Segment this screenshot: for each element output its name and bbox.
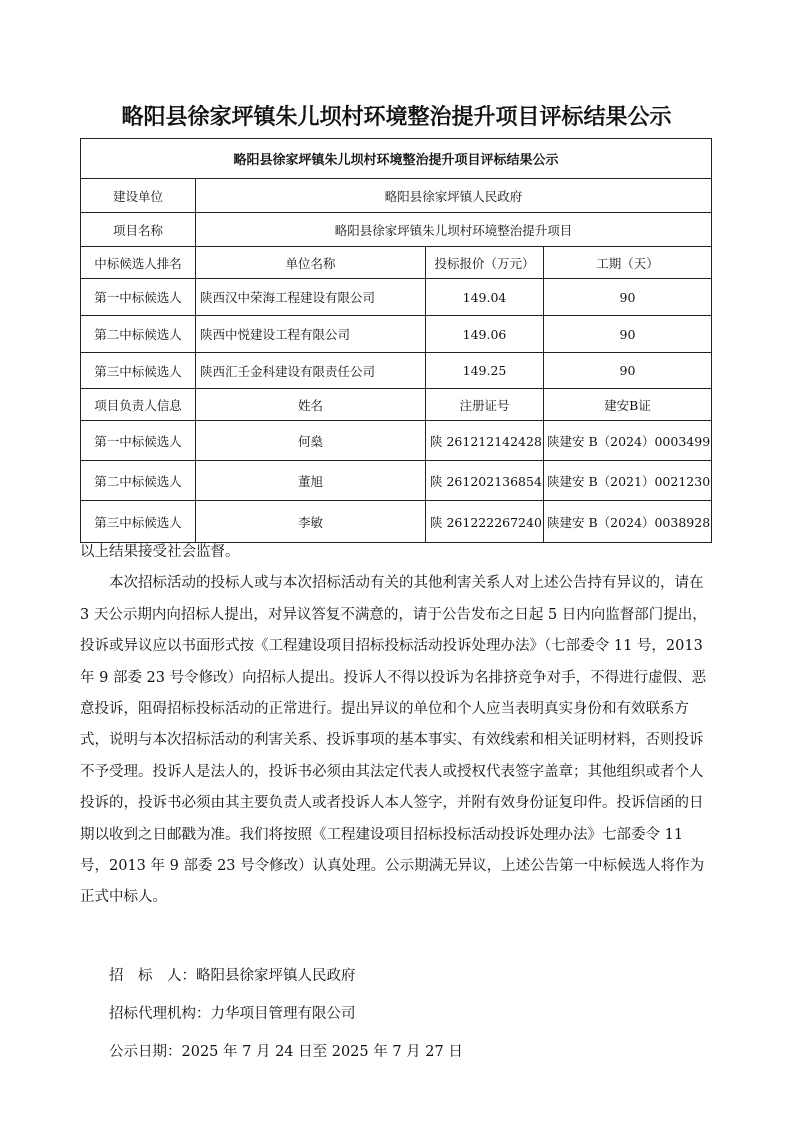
table-caption-row <box>81 139 712 179</box>
manager-reg: 陕 261222267240 <box>426 501 544 543</box>
manager-cert: 陕建安 B（2024）0003499 <box>544 421 712 461</box>
manager-rank: 第一中标候选人 <box>81 421 196 461</box>
table-row <box>81 279 712 316</box>
owner-label: 建设单位 <box>81 179 196 213</box>
header-period: 工期（天） <box>544 247 712 279</box>
bid-period: 90 <box>544 279 712 316</box>
bid-price: 149.04 <box>426 279 544 316</box>
manager-name: 董旭 <box>196 461 426 501</box>
bid-rank: 第三中标候选人 <box>81 353 196 389</box>
header-price: 投标报价（万元） <box>426 247 544 279</box>
header-rank: 中标候选人排名 <box>81 247 196 279</box>
supervision-text: 以上结果接受社会监督。 <box>80 544 240 560</box>
table-row <box>81 461 712 501</box>
bid-rank: 第一中标候选人 <box>81 279 196 316</box>
agency-line: 招标代理机构：力华项目管理有限公司 <box>109 1006 356 1022</box>
header-manager: 项目负责人信息 <box>81 389 196 421</box>
header-name: 姓名 <box>196 389 426 421</box>
bid-rank: 第二中标候选人 <box>81 316 196 353</box>
table-row <box>81 316 712 353</box>
manager-rank: 第三中标候选人 <box>81 501 196 543</box>
bid-price: 149.06 <box>426 316 544 353</box>
manager-reg: 陕 261202136854 <box>426 461 544 501</box>
bid-period: 90 <box>544 353 712 389</box>
manager-header-row <box>81 389 712 421</box>
manager-cert: 陕建安 B（2024）0038928 <box>544 501 712 543</box>
bid-company: 陕西汉中荣海工程建设有限公司 <box>196 279 426 316</box>
bid-period: 90 <box>544 316 712 353</box>
owner-value: 略阳县徐家坪镇人民政府 <box>196 179 712 213</box>
header-reg: 注册证号 <box>426 389 544 421</box>
table-row <box>81 421 712 461</box>
project-row <box>81 213 712 247</box>
owner-row <box>81 179 712 213</box>
header-cert: 建安B证 <box>544 389 712 421</box>
manager-reg: 陕 261212142428 <box>426 421 544 461</box>
tenderer-line: 招 标 人：略阳县徐家坪镇人民政府 <box>109 968 356 984</box>
table-row <box>81 353 712 389</box>
notice-body <box>80 537 711 914</box>
bid-company: 陕西汇壬金科建设有限责任公司 <box>196 353 426 389</box>
bid-company: 陕西中悦建设工程有限公司 <box>196 316 426 353</box>
manager-cert: 陕建安 B（2021）0021230 <box>544 461 712 501</box>
project-label: 项目名称 <box>81 213 196 247</box>
manager-name: 何燊 <box>196 421 426 461</box>
manager-rank: 第二中标候选人 <box>81 461 196 501</box>
project-value: 略阳县徐家坪镇朱儿坝村环境整治提升项目 <box>196 213 712 247</box>
publish-date-line: 公示日期：2025 年 7 月 24 日至 2025 年 7 月 27 日 <box>109 1044 463 1060</box>
bid-price: 149.25 <box>426 353 544 389</box>
manager-name: 李敏 <box>196 501 426 543</box>
table-caption: 略阳县徐家坪镇朱儿坝村环境整治提升项目评标结果公示 <box>81 139 712 179</box>
document-title: 略阳县徐家坪镇朱儿坝村环境整治提升项目评标结果公示 <box>121 104 672 130</box>
bid-header-row <box>81 247 712 279</box>
bid-result-table <box>80 138 712 543</box>
objection-paragraph: 本次招标活动的投标人或与本次招标活动有关的其他利害关系人对上述公告持有异议的，请在 3 天公示期内向招标人提出，对异议答复不满意的，请于公告发布之日起 5 日内向监督部门提出，投诉或异议应以书面形式按《工程建设项目招标投标活动投诉处理办法》（七部委令 11 号，2013 年 9 部委 23 号令修改）向招标人提出。投诉人不得以投诉为名排挤竞争对手，不得进行虚假、恶意投诉，阻碍招标投标活动的正常进行。提出异议的单位和个人应当表明真实身份和有效联系方式，说明与本次招标活动的利害关系、投诉事项的基本事实、有效线索和相关证明材料，否则投诉不予受理。投诉人是法人的，投诉书必须由其法定代表人或授权代表签字盖章；其他组织或者个人投诉的，投诉书必须由其主要负责人或者投诉人本人签字，并附有效身份证复印件。投诉信函的日期以收到之日邮戳为准。我们将按照《工程建设项目招标投标活动投诉处理办法》七部委令 11 号，2013 年 9 部委 23 号令修改）认真处理。公示期满无异议，上述公告第一中标候选人将作为正式中标人。 <box>80 575 707 906</box>
header-company: 单位名称 <box>196 247 426 279</box>
